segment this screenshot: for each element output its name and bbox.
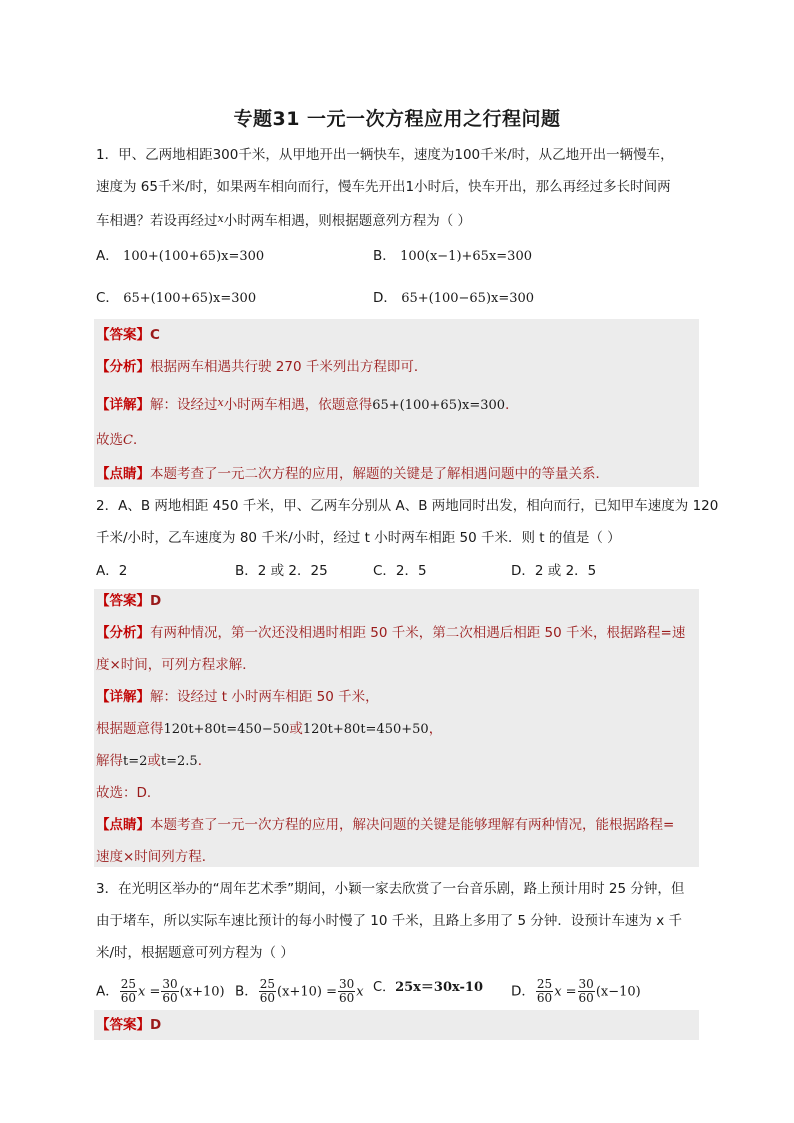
q3-option-a-end: (x+10) bbox=[179, 984, 225, 1000]
q2-detail-2-a: 根据题意得 bbox=[96, 721, 164, 737]
q2-detail-2-or: 或 bbox=[289, 721, 303, 737]
q2-analysis-1 bbox=[96, 623, 706, 643]
q3-option-c-label: C． bbox=[373, 980, 396, 995]
q1-option-d-text: 65+(100−65)x=300 bbox=[401, 291, 535, 306]
q3-option-d-end: (x−10) bbox=[595, 984, 641, 1000]
q1-option-b-label: B． bbox=[373, 248, 396, 264]
q3-option-a-frac-2 bbox=[161, 978, 178, 1005]
q2-detail-2-eq1: 120t+80t=450−50 bbox=[163, 722, 290, 737]
q1-option-c bbox=[96, 288, 256, 309]
q3-option-b-frac-1 bbox=[259, 978, 276, 1005]
q1-option-a bbox=[96, 246, 264, 267]
q1-option-b-text: 100(x−1)+65x=300 bbox=[400, 249, 532, 264]
q2-analysis-text-1: 有两种情况，第一次还没相遇时相距 50 千米，第二次相遇后相距 50 千米，根据路程=速 bbox=[150, 625, 686, 641]
q1-comment-tag: 【点睛】 bbox=[96, 466, 150, 482]
q1-detail-b: 小时两车相遇，依题意得 bbox=[223, 397, 373, 413]
q1-answer-value: C bbox=[150, 327, 160, 343]
q1-line-3-b: 小时两车相遇，则根据题意列方程为（ ） bbox=[223, 213, 472, 229]
q2-detail-3-or: 或 bbox=[147, 753, 161, 769]
q2-option-b: B．2 或 2．25 bbox=[235, 563, 328, 579]
q3-option-b-n2: 30 bbox=[338, 977, 355, 991]
q3-option-a-n1: 25 bbox=[120, 977, 137, 991]
q2-detail-1 bbox=[96, 687, 706, 707]
q3-answer-tag: 【答案】 bbox=[96, 1017, 150, 1033]
q2-detail-2-end: ， bbox=[428, 721, 443, 737]
q1-option-d bbox=[373, 288, 534, 309]
q2-comment-tag: 【点睛】 bbox=[96, 817, 150, 833]
q2-detail-3-end: ． bbox=[197, 753, 212, 769]
q3-option-d bbox=[511, 978, 641, 1005]
q1-var: x bbox=[217, 212, 224, 225]
q1-analysis-tag: 【分析】 bbox=[96, 359, 150, 375]
q3-option-d-n1: 25 bbox=[536, 977, 553, 991]
q2-choose: 故选：D． bbox=[96, 785, 161, 801]
q1-choose-end: ． bbox=[132, 432, 147, 448]
q3-option-a-d2: 60 bbox=[162, 991, 178, 1005]
q3-option-a-n2: 30 bbox=[162, 977, 178, 991]
q1-answer bbox=[96, 325, 706, 345]
q1-line-3-a: 车相遇？若设再经过 bbox=[96, 213, 218, 229]
q1-detail-var: x bbox=[217, 396, 224, 409]
q2-analysis-2: 度×时间，可列方程求解． bbox=[96, 657, 256, 673]
q3-option-d-label: D． bbox=[511, 983, 535, 1000]
q2-option-d: D．2 或 2．5 bbox=[511, 563, 597, 579]
q3-line-3: 米/时，根据题意可列方程为（ ） bbox=[96, 945, 294, 961]
q3-option-b-label: B． bbox=[235, 983, 258, 1000]
q3-option-a-frac-1 bbox=[120, 978, 137, 1005]
q2-answer-value: D bbox=[150, 593, 162, 609]
q3-option-d-frac-2 bbox=[578, 978, 595, 1005]
q2-detail-3-a: 解得 bbox=[96, 753, 123, 769]
q1-comment-text: 本题考查了一元二次方程的应用，解题的关键是了解相遇问题中的等量关系． bbox=[150, 466, 609, 482]
q3-option-b-mid: (x+10) = bbox=[277, 984, 337, 1000]
q3-option-a-mid: x = bbox=[138, 984, 161, 1000]
q2-detail-tag: 【详解】 bbox=[96, 689, 150, 705]
q3-option-b-frac-2 bbox=[338, 978, 355, 1005]
q1-option-d-label: D． bbox=[373, 290, 397, 306]
q3-answer bbox=[96, 1015, 706, 1035]
q2-line-2: 千米/小时，乙车速度为 80 千米/小时，经过 t 小时两车相距 50 千米．则 t 的值是（ ） bbox=[96, 530, 621, 546]
q1-option-c-label: C． bbox=[96, 290, 119, 306]
q1-answer-tag: 【答案】 bbox=[96, 327, 150, 343]
q2-detail-3-eq1: t=2 bbox=[123, 754, 148, 769]
q3-option-a-label: A． bbox=[96, 983, 119, 1000]
q1-detail-end: ． bbox=[505, 397, 519, 413]
q3-option-b-d1: 60 bbox=[259, 991, 276, 1005]
q3-option-c bbox=[373, 978, 483, 998]
q1-detail-tag: 【详解】 bbox=[96, 397, 150, 413]
q1-detail-a: 解：设经过 bbox=[150, 397, 218, 413]
q2-detail-3 bbox=[96, 751, 706, 772]
q2-detail-3-eq2: t=2.5 bbox=[160, 754, 198, 769]
q2-line-1: 2．A、B 两地相距 450 千米，甲、乙两车分别从 A、B 两地同时出发，相向而行，已知甲车速度为 120 bbox=[96, 498, 719, 514]
q1-analysis bbox=[96, 357, 706, 377]
q1-option-a-label: A． bbox=[96, 248, 119, 264]
q3-line-1: 3．在光明区举办的“周年艺术季”期间，小颖一家去欣赏了一台音乐剧，路上预计用时 25 分钟，但 bbox=[96, 881, 685, 897]
q3-option-c-text: 25x＝30x-10 bbox=[395, 980, 484, 995]
q2-comment-text-1: 本题考查了一元一次方程的应用，解决问题的关键是能够理解有两种情况，能根据路程= bbox=[150, 817, 675, 833]
q3-option-d-n2: 30 bbox=[578, 977, 594, 991]
q1-line-1: 1．甲、乙两地相距300千米，从甲地开出一辆快车，速度为100千米/时，从乙地开出一辆慢车， bbox=[96, 147, 674, 163]
q1-choose-value: C bbox=[123, 433, 133, 448]
q1-line-2: 速度为 65千米/时，如果两车相向而行，慢车先开出1小时后，快车开出，那么再经过多长时间两 bbox=[96, 179, 671, 195]
q3-option-d-frac-1 bbox=[536, 978, 553, 1005]
q2-detail-2-eq2: 120t+80t=450+50 bbox=[302, 722, 429, 737]
q1-choose-text: 故选 bbox=[96, 432, 123, 448]
q1-option-c-text: 65+(100+65)x=300 bbox=[123, 291, 257, 306]
q3-option-b-n1: 25 bbox=[259, 977, 276, 991]
q3-option-b bbox=[235, 978, 364, 1005]
q2-comment-2: 速度×时间列方程． bbox=[96, 849, 216, 865]
q2-answer-tag: 【答案】 bbox=[96, 593, 150, 609]
q3-option-d-d1: 60 bbox=[536, 991, 553, 1005]
q2-comment-1 bbox=[96, 815, 706, 835]
page-title: 专题31 一元一次方程应用之行程问题 bbox=[233, 108, 561, 130]
q2-analysis-tag: 【分析】 bbox=[96, 625, 150, 641]
q1-detail bbox=[96, 393, 706, 416]
q2-option-a: A．2 bbox=[96, 563, 128, 579]
q3-option-a bbox=[96, 978, 225, 1005]
q3-line-2: 由于堵车，所以实际车速比预计的每小时慢了 10 千米，且路上多用了 5 分钟．设预计车速为 x 千 bbox=[96, 913, 683, 929]
q2-option-c: C．2．5 bbox=[373, 563, 427, 579]
q3-option-b-end: x bbox=[356, 984, 364, 1000]
q3-answer-value: D bbox=[150, 1017, 162, 1033]
q1-detail-equation: 65+(100+65)x=300 bbox=[372, 398, 506, 413]
q1-option-a-text: 100+(100+65)x=300 bbox=[123, 249, 265, 264]
q1-line-3 bbox=[96, 209, 706, 231]
q3-option-d-d2: 60 bbox=[578, 991, 594, 1005]
q3-option-a-d1: 60 bbox=[120, 991, 137, 1005]
q2-detail-text-1: 解：设经过 t 小时两车相距 50 千米， bbox=[150, 689, 379, 705]
q2-detail-2 bbox=[96, 719, 706, 740]
q2-answer bbox=[96, 591, 706, 611]
q1-choose bbox=[96, 430, 706, 451]
q1-comment bbox=[96, 464, 706, 484]
q3-option-b-d2: 60 bbox=[338, 991, 355, 1005]
q3-option-d-mid: x = bbox=[554, 984, 577, 1000]
q1-option-b bbox=[373, 246, 532, 267]
q1-analysis-text: 根据两车相遇共行驶 270 千米列出方程即可． bbox=[150, 359, 428, 375]
